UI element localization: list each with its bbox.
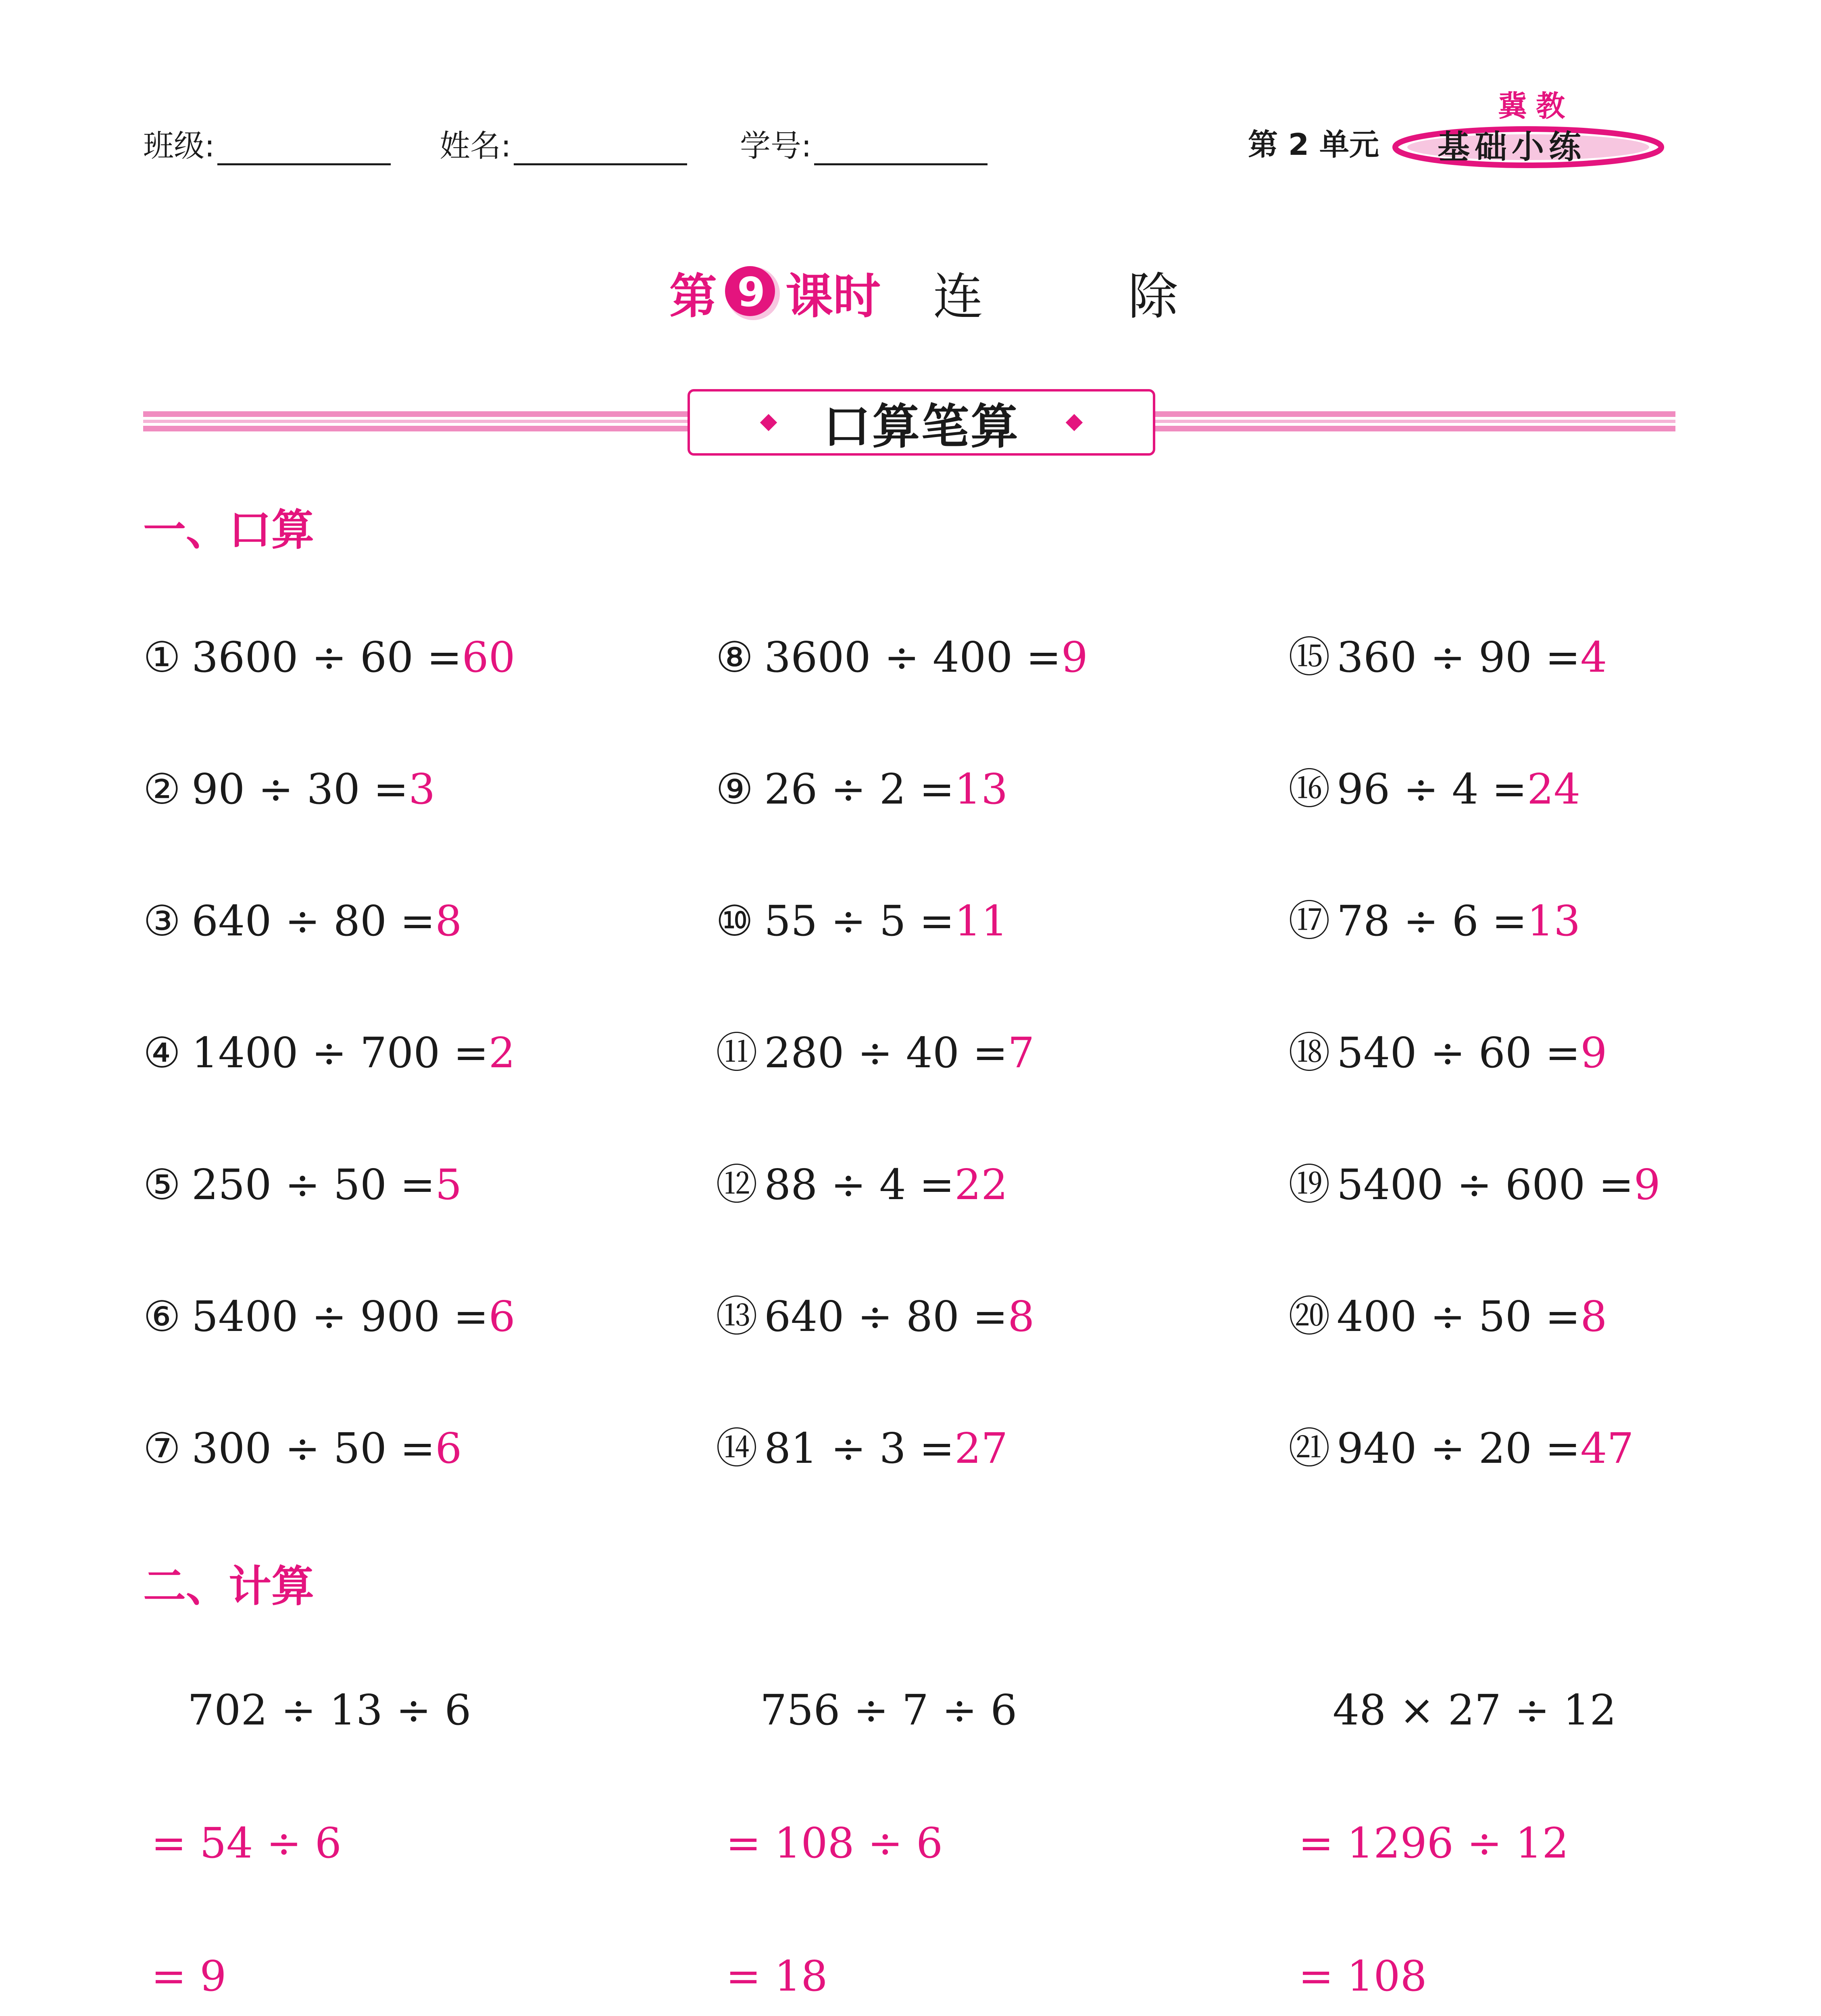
oral-problem xyxy=(1288,1290,1607,1343)
oral-problem xyxy=(143,1027,515,1079)
name-field xyxy=(440,121,687,165)
oral-problem xyxy=(1288,1422,1634,1475)
problem-expression: 90 ÷ 30 = xyxy=(192,764,409,814)
oral-problem xyxy=(1288,895,1580,947)
name-input-line[interactable] xyxy=(514,129,687,165)
problem-expression: 26 ÷ 2 = xyxy=(764,764,954,814)
problem-answer: 22 xyxy=(954,1160,1008,1209)
unit-label: 第 2 单元 xyxy=(1248,127,1379,162)
calc-problem-result: = 9 xyxy=(151,1951,227,2001)
lesson-number: 9 xyxy=(737,269,765,316)
problem-expression: 3600 ÷ 60 = xyxy=(192,633,462,682)
problem-expression: 300 ÷ 50 = xyxy=(192,1424,435,1473)
problem-number: ⑲ xyxy=(1288,1160,1331,1209)
problem-number: ⑮ xyxy=(1288,633,1331,682)
problem-number: ⑫ xyxy=(716,1160,758,1209)
problem-expression: 640 ÷ 80 = xyxy=(192,896,435,946)
oral-problem xyxy=(1288,1158,1661,1211)
student-id-label: 学号: xyxy=(740,128,812,164)
problem-number: ④ xyxy=(143,1028,181,1077)
problem-answer: 2 xyxy=(488,1028,515,1077)
problem-number: ⑱ xyxy=(1288,1028,1331,1077)
problem-number: ⑨ xyxy=(716,764,754,814)
oral-problem xyxy=(143,1290,515,1343)
name-label: 姓名: xyxy=(440,128,511,164)
student-id-field xyxy=(740,121,988,165)
problem-answer: 9 xyxy=(1061,633,1088,682)
problem-number: ⑩ xyxy=(716,896,754,946)
problem-expression: 280 ÷ 40 = xyxy=(764,1028,1008,1077)
problem-expression: 540 ÷ 60 = xyxy=(1337,1028,1581,1077)
problem-answer: 60 xyxy=(462,633,515,682)
problem-expression: 81 ÷ 3 = xyxy=(764,1424,954,1473)
problem-number: ③ xyxy=(143,896,181,946)
problem-number: ⑪ xyxy=(716,1028,758,1077)
problem-answer: 13 xyxy=(954,764,1008,814)
problem-number: ⑧ xyxy=(716,633,754,682)
problem-expression: 5400 ÷ 600 = xyxy=(1337,1160,1634,1209)
oral-problem xyxy=(1288,1027,1607,1079)
section1-heading: 一、口算 xyxy=(143,505,314,555)
problem-answer: 7 xyxy=(1008,1028,1035,1077)
problem-number: ⑤ xyxy=(143,1160,181,1209)
problem-answer: 9 xyxy=(1633,1160,1661,1209)
banner-stripes-right xyxy=(1151,411,1675,434)
oral-problem xyxy=(716,895,1008,947)
problem-number: ⑳ xyxy=(1288,1292,1331,1341)
problem-answer: 47 xyxy=(1580,1424,1634,1473)
oral-problem xyxy=(1288,631,1607,683)
problem-expression: 640 ÷ 80 = xyxy=(764,1292,1008,1341)
problem-expression: 96 ÷ 4 = xyxy=(1337,764,1527,814)
problem-answer: 9 xyxy=(1580,1028,1607,1077)
banner-stripes-left xyxy=(143,411,692,434)
problem-answer: 27 xyxy=(954,1424,1008,1473)
problem-expression: 55 ÷ 5 = xyxy=(764,896,954,946)
class-label: 班级: xyxy=(143,128,215,164)
series-name-label: 基础小练 xyxy=(1438,128,1586,166)
calc-problem-step: = 54 ÷ 6 xyxy=(151,1818,342,1868)
calc-problem-expr: 48 × 27 ÷ 12 xyxy=(1333,1685,1617,1735)
oral-problem xyxy=(1288,763,1580,815)
problem-expression: 78 ÷ 6 = xyxy=(1337,896,1527,946)
lesson-prefix: 第 xyxy=(669,269,717,324)
problem-answer: 13 xyxy=(1527,896,1581,946)
banner-title: 口算笔算 xyxy=(823,398,1020,454)
calc-problem-step: = 1296 ÷ 12 xyxy=(1298,1818,1569,1868)
oral-problem xyxy=(716,1158,1008,1211)
lesson-suffix: 课时 xyxy=(785,269,881,324)
series-region-label: 冀教 xyxy=(1498,89,1574,123)
oral-problem xyxy=(716,1290,1034,1343)
problem-number: ⑬ xyxy=(716,1292,758,1341)
problem-number: ⑭ xyxy=(716,1424,758,1473)
problem-expression: 3600 ÷ 400 = xyxy=(764,633,1061,682)
problem-number: ⑦ xyxy=(143,1424,181,1473)
problem-answer: 6 xyxy=(488,1292,515,1341)
oral-problem xyxy=(143,763,435,815)
problem-number: ① xyxy=(143,633,181,682)
calc-problem-expr: 702 ÷ 13 ÷ 6 xyxy=(188,1685,471,1735)
oral-problem xyxy=(143,895,462,947)
problem-number: ⑯ xyxy=(1288,764,1331,814)
problem-answer: 8 xyxy=(1008,1292,1035,1341)
lesson-title xyxy=(669,258,1242,327)
problem-expression: 250 ÷ 50 = xyxy=(192,1160,435,1209)
oral-problem xyxy=(716,763,1008,815)
problem-number: ⑥ xyxy=(143,1292,181,1341)
oral-problem xyxy=(143,1422,462,1475)
diamond-icon xyxy=(760,414,777,431)
problem-expression: 360 ÷ 90 = xyxy=(1337,633,1581,682)
problem-expression: 940 ÷ 20 = xyxy=(1337,1424,1581,1473)
problem-answer: 5 xyxy=(435,1160,462,1209)
lesson-topic: 连 除 xyxy=(933,268,1243,326)
oral-problem xyxy=(716,631,1088,683)
lesson-number-badge xyxy=(721,262,781,323)
calc-problem-result: = 18 xyxy=(726,1951,828,2001)
calc-problem-expr: 756 ÷ 7 ÷ 6 xyxy=(760,1685,1017,1735)
section-banner xyxy=(688,389,1155,456)
problem-answer: 8 xyxy=(1580,1292,1607,1341)
problem-expression: 1400 ÷ 700 = xyxy=(192,1028,489,1077)
oral-problem xyxy=(716,1027,1034,1079)
problem-answer: 11 xyxy=(954,896,1008,946)
section2-heading: 二、计算 xyxy=(143,1562,314,1611)
problem-number: ② xyxy=(143,764,181,814)
diamond-icon xyxy=(1066,414,1083,431)
problem-answer: 24 xyxy=(1527,764,1581,814)
problem-expression: 88 ÷ 4 = xyxy=(764,1160,954,1209)
problem-answer: 8 xyxy=(435,896,462,946)
student-id-input-line[interactable] xyxy=(814,129,988,165)
problem-number: ⑰ xyxy=(1288,896,1331,946)
problem-answer: 4 xyxy=(1580,633,1607,682)
problem-number: ㉑ xyxy=(1288,1424,1331,1473)
problem-expression: 5400 ÷ 900 = xyxy=(192,1292,489,1341)
oral-problem xyxy=(716,1422,1008,1475)
problem-expression: 400 ÷ 50 = xyxy=(1337,1292,1581,1341)
calc-problem-result: = 108 xyxy=(1298,1951,1427,2001)
oral-problem xyxy=(143,1158,462,1211)
problem-answer: 6 xyxy=(435,1424,462,1473)
calc-problem-step: = 108 ÷ 6 xyxy=(726,1818,943,1868)
class-field xyxy=(143,121,391,165)
oral-problem xyxy=(143,631,515,683)
class-input-line[interactable] xyxy=(217,129,391,165)
problem-answer: 3 xyxy=(408,764,435,814)
